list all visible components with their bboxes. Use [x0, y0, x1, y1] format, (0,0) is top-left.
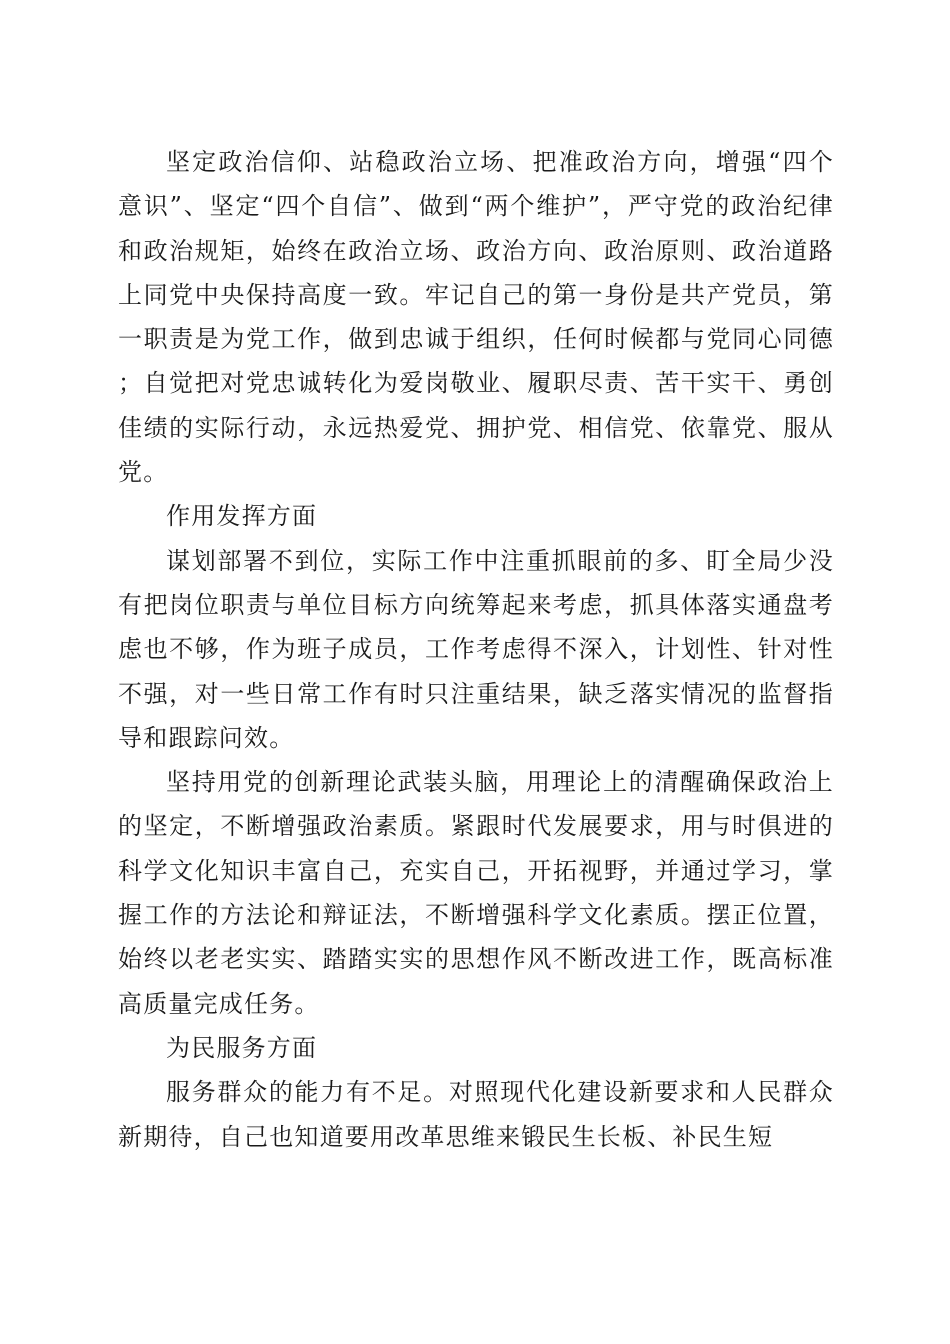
paragraph-serving-masses: 服务群众的能力有不足。对照现代化建设新要求和人民群众新期待，自己也知道要用改革思维来锻民生长板、补民生短 — [118, 1078, 834, 1151]
paragraph-planning-deficiency: 谋划部署不到位，实际工作中注重抓眼前的多、盯全局少没有把岗位职责与单位目标方向统筹起来考虑，抓具体落实通盘考虑也不够，作为班子成员，工作考虑得不深入，计划性、针对性不强，对一些日常工作有时只注重结果，缺乏落实情况的监督指导和跟踪问效。 — [118, 546, 834, 752]
paragraph-political-loyalty: 坚定政治信仰、站稳政治立场、把准政治方向，增强“四个意识”、坚定“四个自信”、做到“两个维护”，严守党的政治纪律和政治规矩，始终在政治立场、政治方向、政治原则、政治道路上同党中央保持高度一致。牢记自己的第一身份是共产党员，第一职责是为党工作，做到忠诚于组织，任何时候都与党同心同德；自觉把对党忠诚转化为爱岗敬业、履职尽责、苦干实干、勇创佳绩的实际行动，永远热爱党、拥护党、相信党、依靠党、服从党。 — [118, 148, 834, 487]
document-body — [118, 140, 834, 1159]
paragraph-theory-study: 坚持用党的创新理论武装头脑，用理论上的清醒确保政治上的坚定，不断增强政治素质。紧跟时代发展要求，用与时俱进的科学文化知识丰富自己，充实自己，开拓视野，并通过学习，掌握工作的方法论和辩证法，不断增强科学文化素质。摆正位置，始终以老老实实、踏踏实实的思想作风不断改进工作，既高标准高质量完成任务。 — [118, 768, 834, 1018]
section-heading-service: 为民服务方面 — [166, 1033, 318, 1062]
section-heading-role: 作用发挥方面 — [166, 502, 318, 531]
